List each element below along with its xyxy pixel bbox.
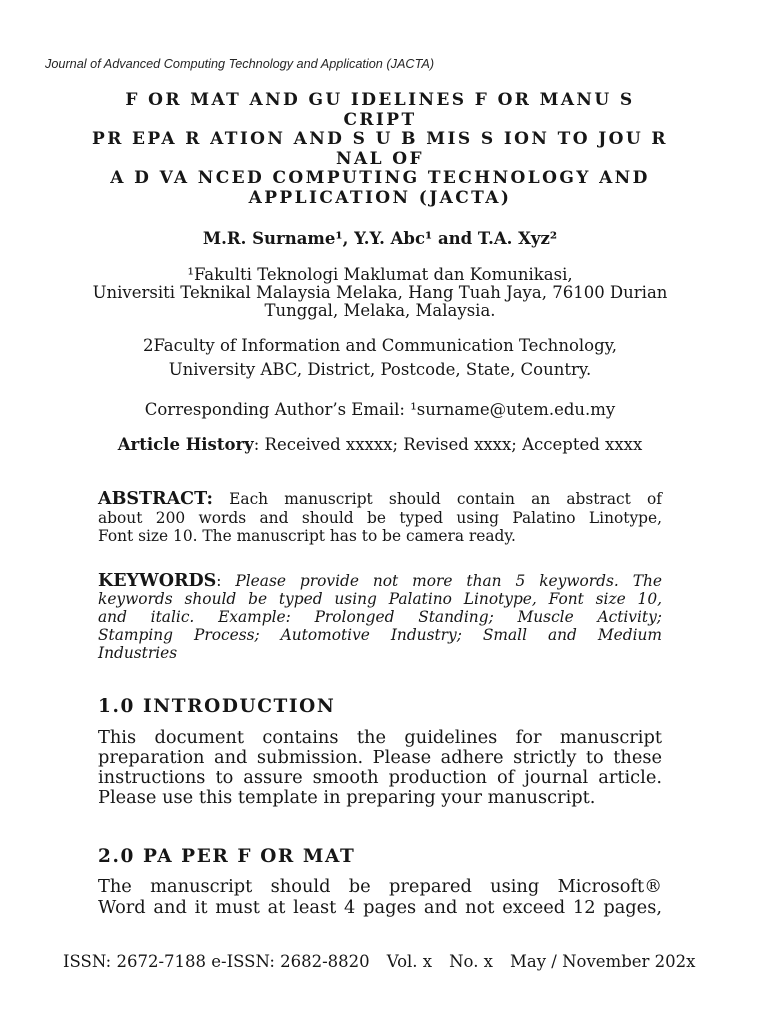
abstract-text: Each manuscript should contain an abstract of: [229, 490, 662, 508]
paragraph-line: Word and it must at least 4 pages and not exceed 12 pages,: [98, 896, 662, 918]
footer-issue-date: May / November 202x: [510, 952, 696, 971]
keywords-text: Please provide not more than 5 keywords. The: [235, 572, 662, 590]
affiliation-line: 2Faculty of Information and Communication Technology,: [142, 336, 618, 355]
footer-issn: ISSN: 2672-7188 e-ISSN: 2682-8820: [63, 952, 370, 971]
keywords-line: keywords should be typed using Palatino Linotype, Font size 10,: [98, 590, 662, 608]
author-list: M.R. Surname¹, Y.Y. Abc¹ and T.A. Xyz²: [202, 229, 558, 248]
keywords-separator: :: [216, 572, 222, 590]
keywords-line: and italic. Example: Prolonged Standing; Muscle Activity;: [98, 608, 662, 626]
article-history: [30, 435, 730, 455]
footer-volume: Vol. x: [386, 952, 433, 971]
title-line: APPLICATION (JACTA): [248, 187, 512, 208]
corresponding-author-label: Corresponding Author’s Email:: [144, 400, 405, 419]
introduction-paragraph: [98, 728, 662, 808]
keywords-label: KEYWORDS: [98, 571, 217, 591]
title-line: PR EPA R ATION AND S U B MIS S ION TO JOU R: [92, 129, 668, 149]
abstract-line: Font size 10. The manuscript has to be camera ready.: [98, 527, 516, 545]
abstract-line: [98, 490, 662, 509]
paragraph-line: Please use this template in preparing your manuscript.: [98, 787, 596, 808]
title-line: F OR MAT AND GU IDELINES F OR MANU S: [125, 90, 635, 110]
corresponding-author-email: [30, 400, 730, 420]
running-header: Journal of Advanced Computing Technology and Application (JACTA): [45, 57, 435, 71]
keywords-line: Industries: [98, 644, 178, 662]
paragraph-line: preparation and submission. Please adhere strictly to these: [98, 747, 662, 768]
keywords-line: [98, 572, 662, 590]
abstract-block: [98, 490, 662, 546]
affiliation-line: Tunggal, Melaka, Malaysia.: [264, 301, 496, 320]
affiliation-line: ¹Fakulti Teknologi Maklumat dan Komunikasi,: [187, 265, 573, 284]
paragraph-line: The manuscript should be prepared using Microsoft®: [98, 876, 662, 897]
abstract-label: ABSTRACT:: [98, 489, 213, 509]
paper-title: [30, 91, 730, 208]
title-line: NAL OF: [336, 148, 424, 169]
footer-number: No. x: [449, 952, 493, 971]
keywords-line: Stamping Process; Automotive Industry; Small and Medium: [98, 626, 662, 644]
keywords-block: [98, 572, 662, 662]
title-line: CRIPT: [343, 109, 417, 130]
article-history-dates: : Received xxxxx; Revised xxxx; Accepted xxxx: [253, 435, 643, 454]
affiliation-1: [30, 266, 730, 320]
journal-footer: [63, 952, 695, 972]
title-line: A D VA NCED COMPUTING TECHNOLOGY AND: [110, 168, 650, 188]
affiliation-line: University ABC, District, Postcode, State, Country.: [168, 360, 592, 379]
section-heading-paper-format: 2.0 PA PER F OR MAT: [98, 846, 356, 867]
paper-format-paragraph: [98, 877, 662, 918]
abstract-line: about 200 words and should be typed using Palatino Linotype,: [98, 508, 662, 527]
affiliation-line: Universiti Teknikal Malaysia Melaka, Hang Tuah Jaya, 76100 Durian: [92, 283, 668, 302]
email-address: ¹surname@utem.edu.my: [410, 400, 616, 419]
article-history-label: Article History: [117, 435, 254, 454]
paragraph-line: instructions to assure smooth production of journal article.: [98, 767, 662, 788]
section-heading-introduction: 1.0 INTRODUCTION: [98, 696, 336, 717]
affiliation-2: [30, 334, 730, 382]
paragraph-line: This document contains the guidelines for manuscript: [98, 727, 662, 748]
